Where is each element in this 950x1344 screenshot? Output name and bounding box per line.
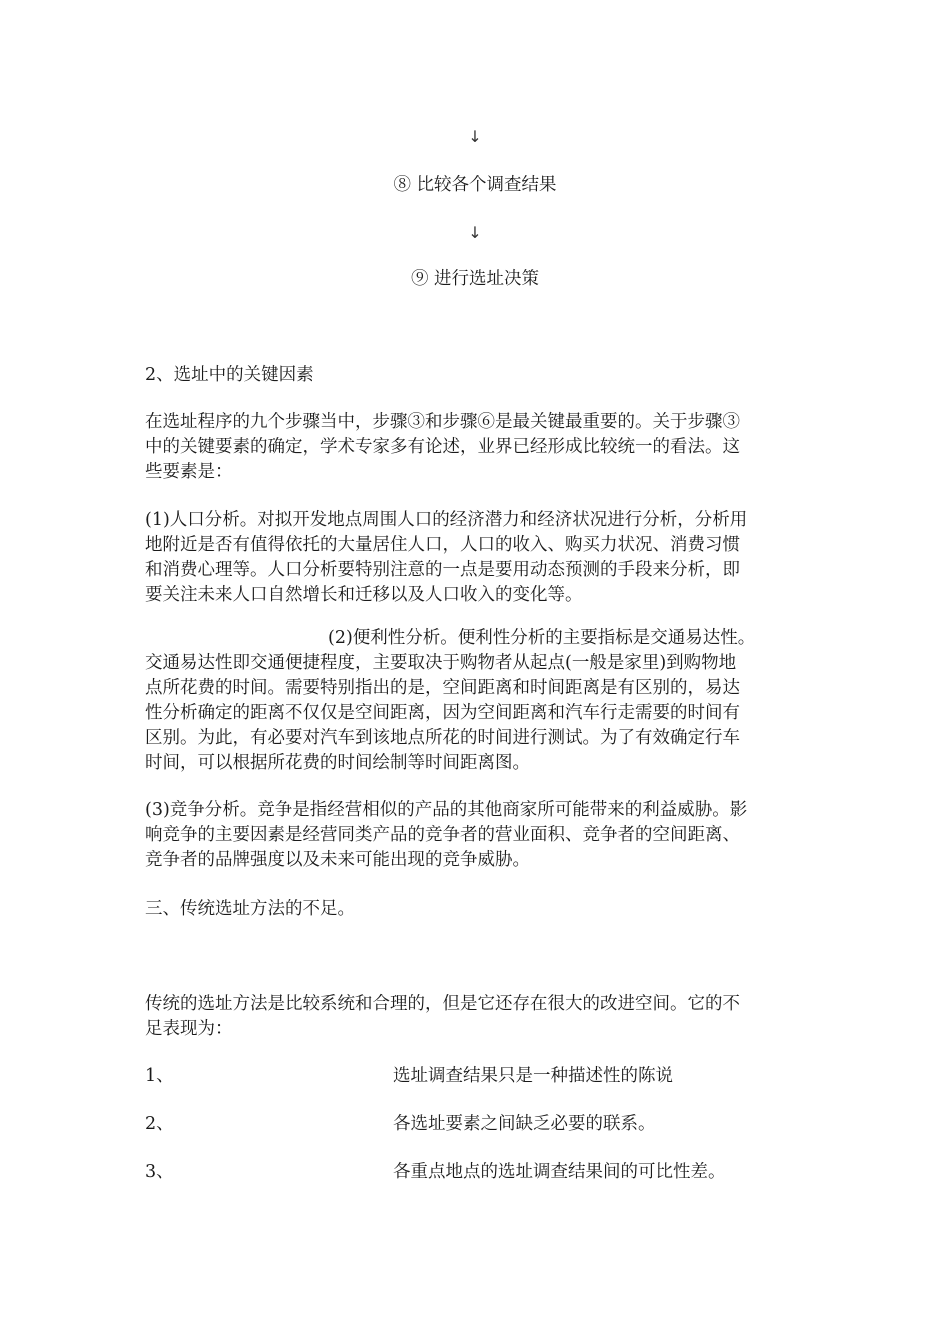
- text-line: 在选址程序的九个步骤当中，步骤③和步骤⑥是最关键最重要的。关于步骤③: [145, 412, 740, 432]
- text-line: 区别。为此，有必要对汽车到该地点所花的时间进行测试。为了有效确定行车: [145, 728, 740, 748]
- text-line: 交通易达性即交通便捷程度，主要取决于购物者从起点(一般是家里)到购物地: [145, 653, 737, 673]
- text-line: (2)便利性分析。便利性分析的主要指标是交通易达性。: [328, 628, 756, 648]
- paragraph-shortcomings-intro: [145, 992, 810, 1042]
- paragraph-competition-analysis: [145, 798, 810, 873]
- text-line: 足表现为：: [145, 1019, 233, 1039]
- text-line: 竞争者的品牌强度以及未来可能出现的竞争威胁。: [145, 850, 530, 870]
- list-number: 1、: [145, 1066, 174, 1086]
- list-text: 各重点地点的选址调查结果间的可比性差。: [393, 1162, 726, 1182]
- text-line: (3)竞争分析。竞争是指经营相似的产品的其他商家所可能带来的利益威胁。影: [145, 800, 748, 820]
- flow-step-8: ⑧ 比较各个调查结果: [393, 175, 557, 195]
- text-line: 传统的选址方法是比较系统和合理的，但是它还存在很大的改进空间。它的不: [145, 994, 740, 1014]
- list-text: 选址调查结果只是一种描述性的陈说: [393, 1066, 673, 1086]
- text-line: 时间，可以根据所花费的时间绘制等时间距离图。: [145, 753, 530, 773]
- list-text: 各选址要素之间缺乏必要的联系。: [393, 1114, 656, 1134]
- section-heading-shortcomings: 三、传统选址方法的不足。: [145, 899, 355, 919]
- text-line: 中的关键要素的确定，学术专家多有论述，业界已经形成比较统一的看法。这: [145, 437, 740, 457]
- text-line: 性分析确定的距离不仅仅是空间距离，因为空间距离和汽车行走需要的时间有: [145, 703, 740, 723]
- paragraph-population-analysis: [145, 508, 810, 608]
- text-line: 和消费心理等。人口分析要特别注意的一点是要用动态预测的手段来分析，即: [145, 560, 740, 580]
- text-line: 响竞争的主要因素是经营同类产品的竞争者的营业面积、竞争者的空间距离、: [145, 825, 740, 845]
- text-line: (1)人口分析。对拟开发地点周围人口的经济潜力和经济状况进行分析，分析用: [145, 510, 748, 530]
- down-arrow-icon: ↓: [468, 223, 482, 242]
- down-arrow-icon: ↓: [468, 127, 482, 146]
- list-item: [145, 1160, 810, 1185]
- text-line: 地附近是否有值得依托的大量居住人口，人口的收入、购买力状况、消费习惯: [145, 535, 740, 555]
- paragraph-convenience-analysis: [145, 626, 810, 776]
- list-item: [145, 1064, 810, 1089]
- flow-step-9: ⑨ 进行选址决策: [410, 269, 540, 289]
- paragraph-key-factors-intro: [145, 410, 810, 485]
- text-line: 些要素是：: [145, 462, 233, 482]
- list-item: [145, 1112, 810, 1137]
- list-number: 3、: [145, 1162, 174, 1182]
- section-heading-key-factors: 2、选址中的关键因素: [145, 365, 314, 385]
- list-number: 2、: [145, 1114, 174, 1134]
- text-line: 要关注未来人口自然增长和迁移以及人口收入的变化等。: [145, 585, 583, 605]
- text-line: 点所花费的时间。需要特别指出的是，空间距离和时间距离是有区别的，易达: [145, 678, 740, 698]
